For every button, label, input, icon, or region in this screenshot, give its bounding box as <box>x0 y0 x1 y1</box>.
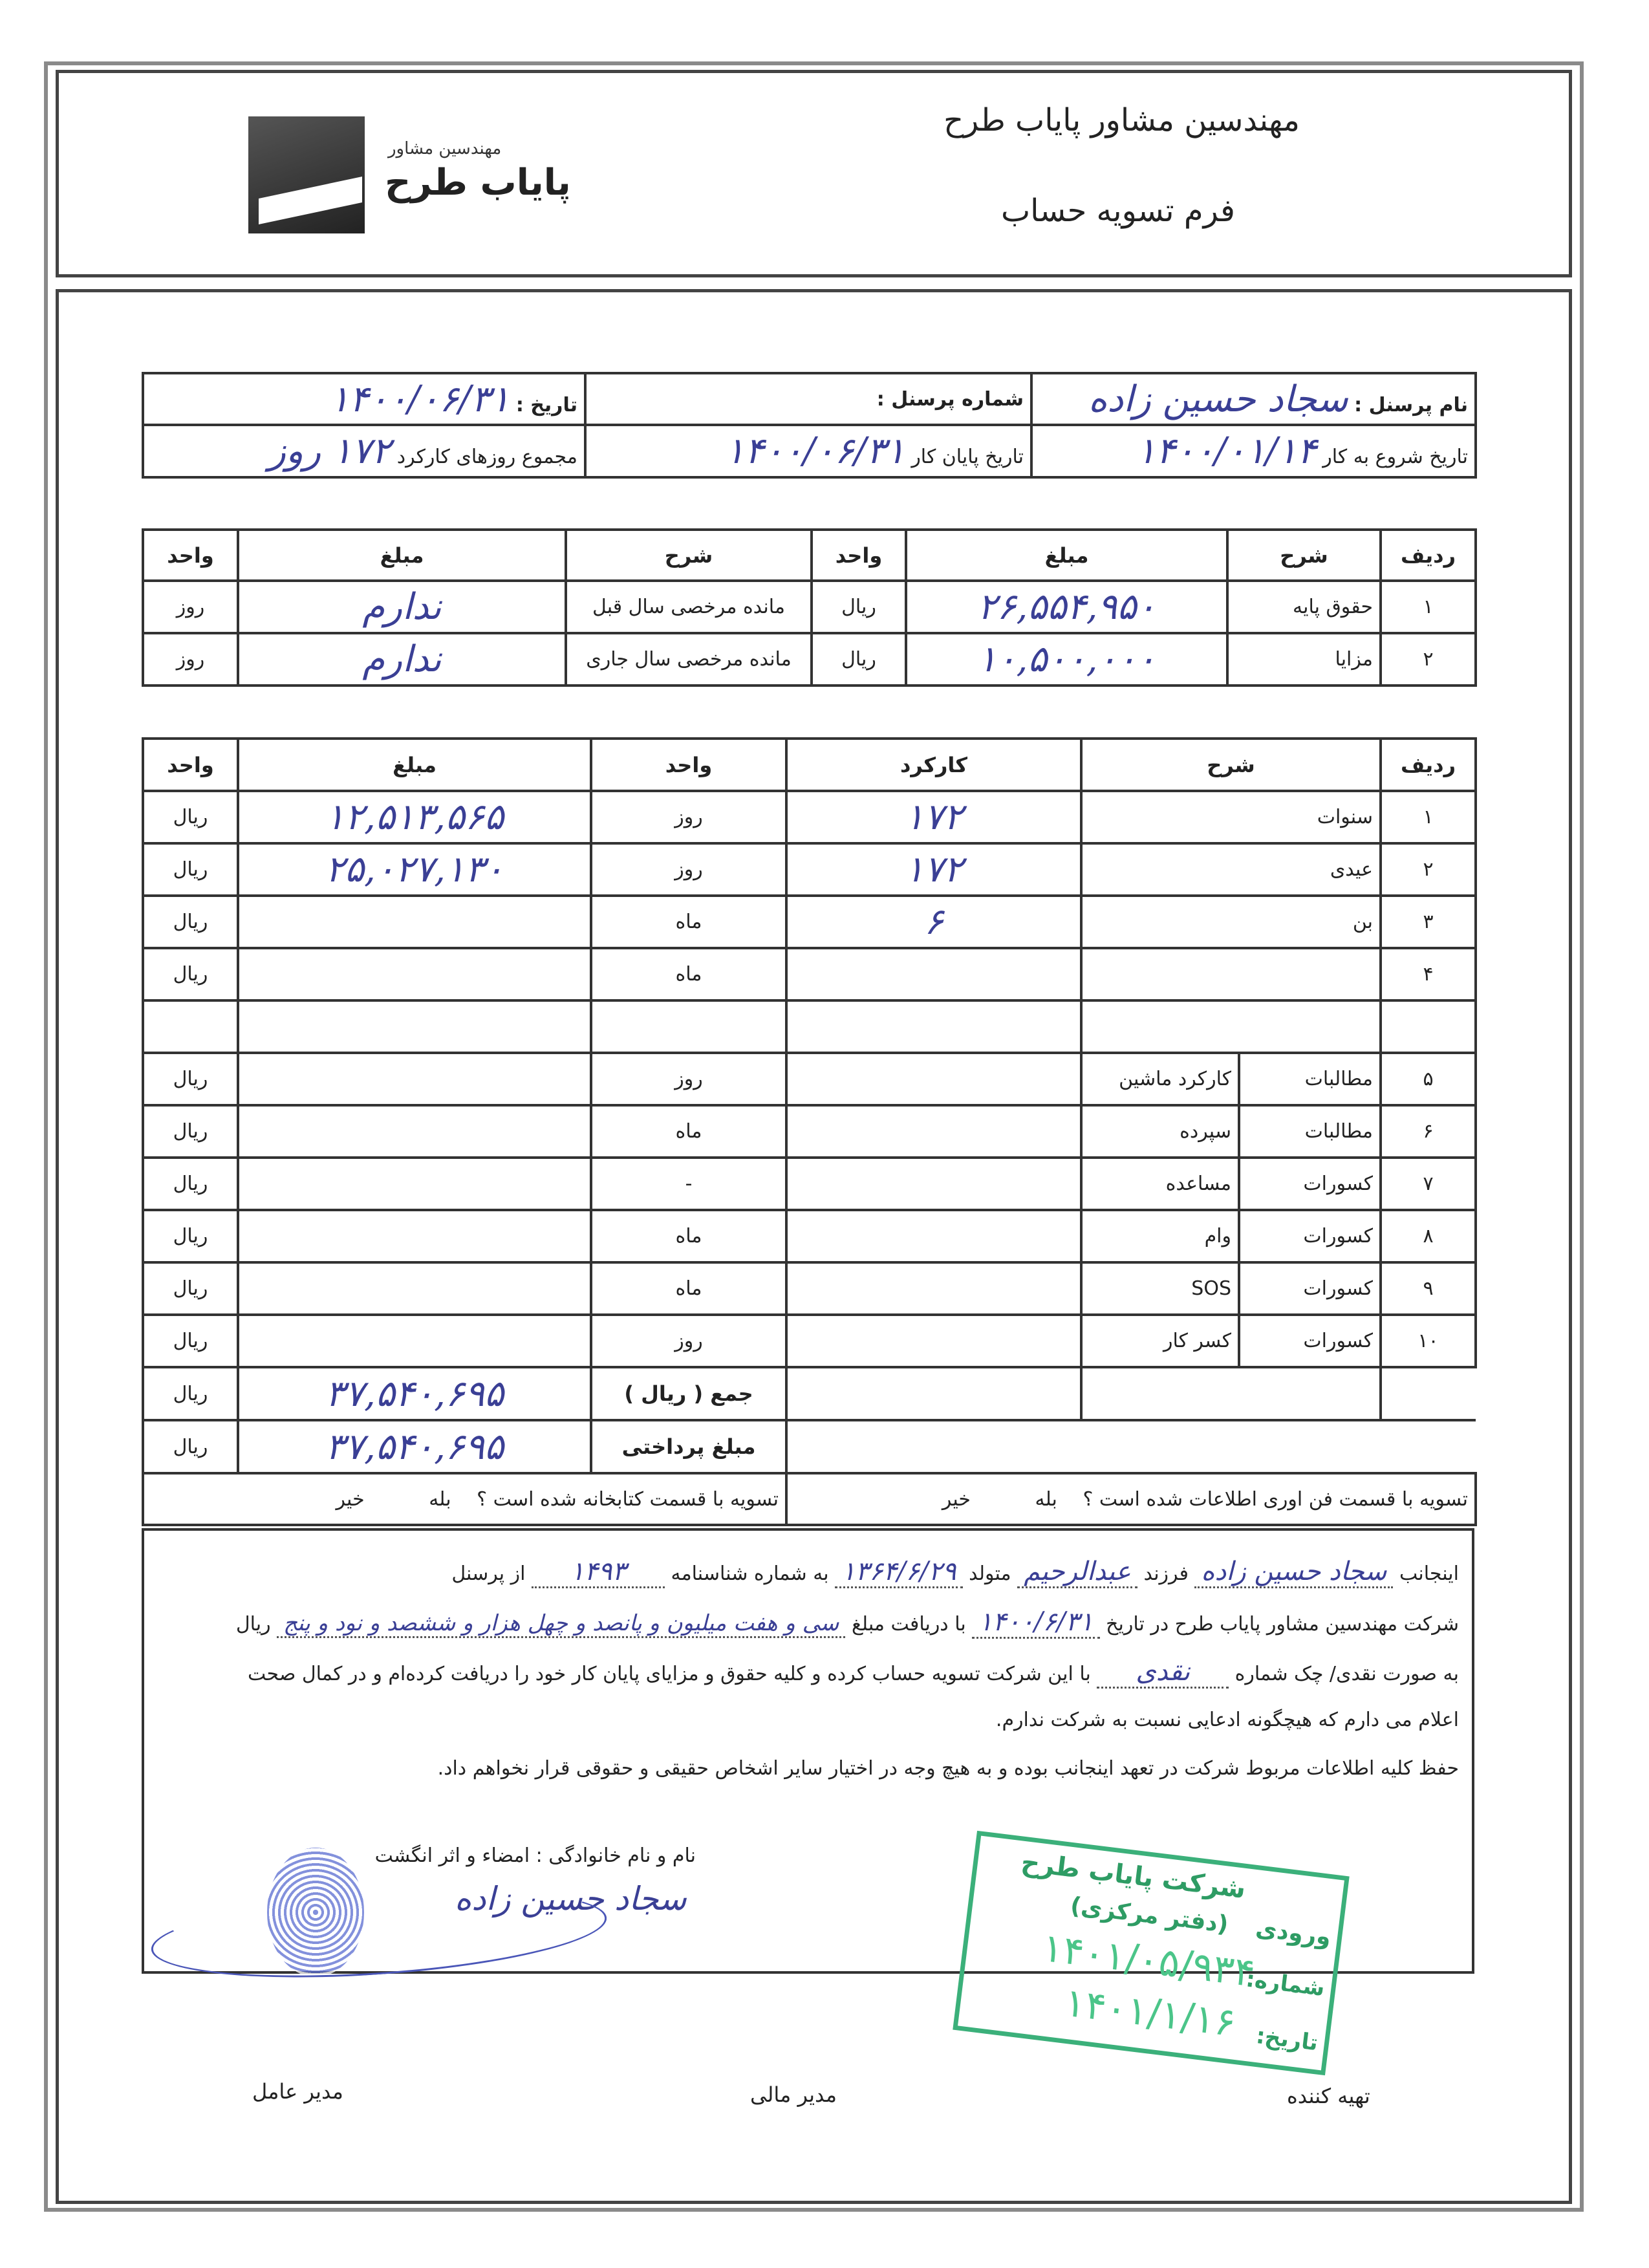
date-label: تاریخ : <box>515 393 577 416</box>
cell-category: کسورات <box>1239 1262 1381 1315</box>
cell-category: کسورات <box>1239 1315 1381 1367</box>
days-label: مجموع روزهای کارکرد <box>396 446 577 468</box>
cell-radif: ۱ <box>1381 581 1476 633</box>
sum-unit: ریال <box>143 1367 238 1420</box>
table-row <box>143 1053 1476 1105</box>
salary-table <box>142 528 1477 687</box>
cell-amount <box>238 1262 591 1315</box>
father-name: عبدالرحیم <box>1017 1557 1137 1588</box>
cell-work <box>786 1210 1081 1262</box>
text: اینجانب <box>1399 1562 1459 1585</box>
start-date-cell <box>1031 425 1476 477</box>
cell-unit: روز <box>591 1053 786 1105</box>
cell-radif: ۹ <box>1381 1262 1476 1315</box>
blank-cell <box>786 1420 1476 1473</box>
cell-work <box>786 1105 1081 1158</box>
cell-desc: مزایا <box>1227 633 1381 686</box>
cell-amount <box>238 1158 591 1210</box>
table-row <box>143 1262 1476 1315</box>
text: از پرسنل <box>451 1562 526 1585</box>
table-row <box>143 633 1476 686</box>
cell-desc: بن <box>1081 896 1381 948</box>
table-row <box>143 1315 1476 1367</box>
cell-radif <box>1381 1000 1476 1053</box>
stamp-number-label: شماره: <box>1244 1966 1326 2002</box>
employee-name: سجاد حسین زاده <box>1194 1557 1393 1588</box>
logo-text-small: مهندسین مشاور <box>388 139 502 158</box>
blank-cell <box>1381 1367 1476 1420</box>
date-cell <box>143 373 585 425</box>
table-row <box>143 1105 1476 1158</box>
total-days-cell <box>143 425 585 477</box>
cell-desc: SOS <box>1081 1262 1239 1315</box>
cell-desc: کسر کار <box>1081 1315 1239 1367</box>
cell-unit-2: ریال <box>143 1315 238 1367</box>
blank-cell <box>1081 1367 1381 1420</box>
cell-unit: ماه <box>591 1210 786 1262</box>
company-title: مهندسین مشاور پایاب طرح <box>943 102 1300 138</box>
cell-work <box>786 1315 1081 1367</box>
cell-unit-2: ریال <box>143 948 238 1000</box>
header-desc: شرح <box>1227 530 1381 581</box>
cell-unit: ریال <box>812 633 906 686</box>
cell-unit-2: روز <box>143 581 238 633</box>
it-question: تسویه با قسمت فن اوری اطلاعات شده است ؟ <box>1083 1487 1468 1511</box>
cell-unit: ریال <box>812 581 906 633</box>
personnel-name-cell <box>1031 373 1476 425</box>
sum-value: ۳۷,۵۴۰,۶۹۵ <box>238 1367 591 1420</box>
cell-desc: وام <box>1081 1210 1239 1262</box>
cell-desc <box>1081 1000 1381 1053</box>
cell-unit: ماه <box>591 1105 786 1158</box>
declaration-line-4: اعلام می دارم که هیچگونه ادعایی نسبت به شرکت ندارم. <box>995 1709 1459 1731</box>
cell-radif: ۵ <box>1381 1053 1476 1105</box>
text: با دریافت مبلغ <box>851 1613 966 1636</box>
cell-unit-2: ریال <box>143 1210 238 1262</box>
text: شرکت مهندسین مشاور پایاب طرح در تاریخ <box>1106 1613 1459 1636</box>
name-label: نام پرسنل : <box>1354 393 1468 416</box>
cell-unit: روز <box>591 1315 786 1367</box>
cell-unit-2: ریال <box>143 1158 238 1210</box>
header-radif: ردیف <box>1381 739 1476 791</box>
ceo-signature-label: مدیر عامل <box>252 2079 343 2104</box>
it-clearance-cell <box>786 1473 1476 1525</box>
birth-date: ۱۳۶۴/۶/۲۹ <box>835 1557 962 1588</box>
cell-amount-2: ندارم <box>238 581 566 633</box>
days-value: ۱۷۲ روز <box>268 430 391 472</box>
sum-label: جمع ( ریال ) <box>591 1367 786 1420</box>
table-row <box>143 1210 1476 1262</box>
name-value: سجاد حسین زاده <box>1088 378 1348 420</box>
signature-stroke <box>148 1877 609 1991</box>
table-row <box>143 1000 1476 1053</box>
cell-unit-2: ریال <box>143 1105 238 1158</box>
text: به شماره شناسنامه <box>671 1562 829 1585</box>
cell-work <box>786 948 1081 1000</box>
table-row <box>143 581 1476 633</box>
cell-radif: ۸ <box>1381 1210 1476 1262</box>
it-yes-option[interactable]: بله <box>1035 1487 1057 1511</box>
library-no-option[interactable]: خیر <box>336 1487 365 1511</box>
cell-radif: ۶ <box>1381 1105 1476 1158</box>
stamp-date-value: ۱۴۰۱/۱/۱۶ <box>1062 1980 1238 2046</box>
finance-manager-label: مدیر مالی <box>750 2082 837 2107</box>
header-amount: مبلغ <box>238 739 591 791</box>
text: متولد <box>969 1562 1011 1585</box>
signature: سجاد حسین زاده <box>455 1880 687 1917</box>
cell-unit: ماه <box>591 896 786 948</box>
header-desc-2: شرح <box>566 530 812 581</box>
cell-work <box>786 1053 1081 1105</box>
signature-label: نام و نام خانوادگی : امضاء و اثر انگشت <box>374 1844 696 1867</box>
header-amount-2: مبلغ <box>238 530 566 581</box>
personnel-number-cell <box>585 373 1031 425</box>
paid-value: ۳۷,۵۴۰,۶۹۵ <box>238 1420 591 1473</box>
declaration-line-2 <box>157 1607 1459 1637</box>
form-title: فرم تسویه حساب <box>1000 193 1235 229</box>
start-value: ۱۴۰۰/۰۱/۱۴ <box>1136 430 1317 472</box>
personnel-table <box>142 372 1477 479</box>
cell-unit <box>591 1000 786 1053</box>
library-yes-option[interactable]: بله <box>429 1487 451 1511</box>
cell-work <box>786 1158 1081 1210</box>
cell-radif: ۲ <box>1381 633 1476 686</box>
header-unit: واحد <box>591 739 786 791</box>
header-unit-2: واحد <box>143 530 238 581</box>
cell-work <box>786 1000 1081 1053</box>
cell-amount: ۱۲,۵۱۳,۵۶۵ <box>238 791 591 843</box>
header-unit-2: واحد <box>143 739 238 791</box>
cell-category: مطالبات <box>1239 1053 1381 1105</box>
cell-unit-2 <box>143 1000 238 1053</box>
cell-desc: حقوق پایه <box>1227 581 1381 633</box>
cell-amount <box>238 1210 591 1262</box>
cell-desc <box>1081 948 1381 1000</box>
preparer-label: تهیه کننده <box>1287 2084 1370 2108</box>
stamp-company: شرکت پایاب طرح <box>1019 1847 1247 1905</box>
cell-category: مطالبات <box>1239 1105 1381 1158</box>
cell-radif: ۳ <box>1381 896 1476 948</box>
sum-row <box>143 1367 1476 1420</box>
payment-method: نقدی <box>1097 1657 1229 1689</box>
header-radif: ردیف <box>1381 530 1476 581</box>
settlement-date: ۱۴۰۰/۶/۳۱ <box>972 1607 1099 1639</box>
cell-desc-2: مانده مرخصی سال قبل <box>566 581 812 633</box>
cell-unit-2: ریال <box>143 896 238 948</box>
end-label: تاریخ پایان کار <box>911 446 1024 468</box>
cell-desc: کارکرد ماشین <box>1081 1053 1239 1105</box>
text: ریال <box>235 1613 271 1636</box>
table-row <box>143 1158 1476 1210</box>
cell-amount: ۲۵,۰۲۷,۱۳۰ <box>238 843 591 896</box>
amount-in-words: سی و هفت میلیون و پانصد و چهل هزار و ششصد و نود و پنج <box>277 1610 845 1638</box>
cell-radif: ۷ <box>1381 1158 1476 1210</box>
text: فرزند <box>1143 1562 1189 1585</box>
stamp-office: (دفتر مرکزی) <box>1068 1892 1230 1939</box>
paid-label: مبلغ پرداختی <box>591 1420 786 1473</box>
declaration-line-1 <box>157 1557 1459 1586</box>
clearance-row <box>143 1473 1476 1525</box>
cell-unit: روز <box>591 843 786 896</box>
cell-amount-2: ندارم <box>238 633 566 686</box>
cell-amount <box>238 1315 591 1367</box>
stamp-number-value: ۱۴۰۱/۰۵/۹۳۴ <box>1040 1925 1258 1996</box>
table-row <box>143 896 1476 948</box>
paid-row <box>143 1420 1476 1473</box>
stamp-date-label: تاریخ: <box>1255 2022 1320 2057</box>
cell-unit-2: ریال <box>143 1262 238 1315</box>
cell-amount <box>238 1053 591 1105</box>
cell-radif: ۱۰ <box>1381 1315 1476 1367</box>
cell-desc: سپرده <box>1081 1105 1239 1158</box>
cell-unit-2: ریال <box>143 791 238 843</box>
cell-unit-2: روز <box>143 633 238 686</box>
logo-text-big: پایاب طرح <box>385 162 571 204</box>
id-number: ۱۴۹۳ <box>532 1557 665 1588</box>
cell-amount <box>238 948 591 1000</box>
header-work: کارکرد <box>786 739 1081 791</box>
cell-unit-2: ریال <box>143 843 238 896</box>
cell-work <box>786 1262 1081 1315</box>
cell-radif: ۲ <box>1381 843 1476 896</box>
header-desc: شرح <box>1081 739 1381 791</box>
cell-unit-2: ریال <box>143 1053 238 1105</box>
it-no-option[interactable]: خیر <box>942 1487 971 1511</box>
cell-category: کسورات <box>1239 1158 1381 1210</box>
cell-amount <box>238 1000 591 1053</box>
cell-amount: ۱۰,۵۰۰,۰۰۰ <box>906 633 1227 686</box>
stamp-incoming: ورودی <box>1254 1915 1333 1951</box>
start-label: تاریخ شروع به کار <box>1322 446 1468 468</box>
library-clearance-cell <box>143 1473 786 1525</box>
cell-unit: روز <box>591 791 786 843</box>
cell-desc: عیدی <box>1081 843 1381 896</box>
cell-radif: ۱ <box>1381 791 1476 843</box>
cell-amount: ۲۶,۵۵۴,۹۵۰ <box>906 581 1227 633</box>
cell-work: ۱۷۲ <box>786 843 1081 896</box>
cell-work: ۶ <box>786 896 1081 948</box>
end-value: ۱۴۰۰/۰۶/۳۱ <box>725 430 905 472</box>
cell-unit: - <box>591 1158 786 1210</box>
cell-unit: ماه <box>591 948 786 1000</box>
header-amount: مبلغ <box>906 530 1227 581</box>
date-value: ۱۴۰۰/۰۶/۳۱ <box>329 378 510 420</box>
header-unit: واحد <box>812 530 906 581</box>
declaration-line-5: حفظ کلیه اطلاعات مربوط شرکت در تعهد اینجانب بوده و به هیچ وجه در اختیار سایر اشخاص حقیقی و حقوقی قرار نخواهم داد. <box>437 1757 1459 1780</box>
table-row <box>143 843 1476 896</box>
cell-desc-2: مانده مرخصی سال جاری <box>566 633 812 686</box>
cell-desc: سنوات <box>1081 791 1381 843</box>
number-label: شماره پرسنل : <box>876 387 1024 411</box>
cell-radif: ۴ <box>1381 948 1476 1000</box>
cell-desc: مساعده <box>1081 1158 1239 1210</box>
end-date-cell <box>585 425 1031 477</box>
table-row <box>143 791 1476 843</box>
table-row <box>143 948 1476 1000</box>
cell-unit: ماه <box>591 1262 786 1315</box>
text: به صورت نقدی/ چک شماره <box>1234 1663 1459 1685</box>
cell-amount <box>238 896 591 948</box>
cell-amount <box>238 1105 591 1158</box>
cell-work: ۱۷۲ <box>786 791 1081 843</box>
cell-category: کسورات <box>1239 1210 1381 1262</box>
settlement-table <box>142 737 1477 1526</box>
library-question: تسویه با قسمت کتابخانه شده است ؟ <box>477 1487 779 1511</box>
text: با این شرکت تسویه حساب کرده و کلیه حقوق و مزایای پایان کار خود را دریافت کرده‌ام و در کمال صحت <box>248 1663 1091 1685</box>
blank-cell <box>786 1367 1081 1420</box>
paid-unit: ریال <box>143 1420 238 1473</box>
declaration-line-3 <box>157 1657 1459 1687</box>
